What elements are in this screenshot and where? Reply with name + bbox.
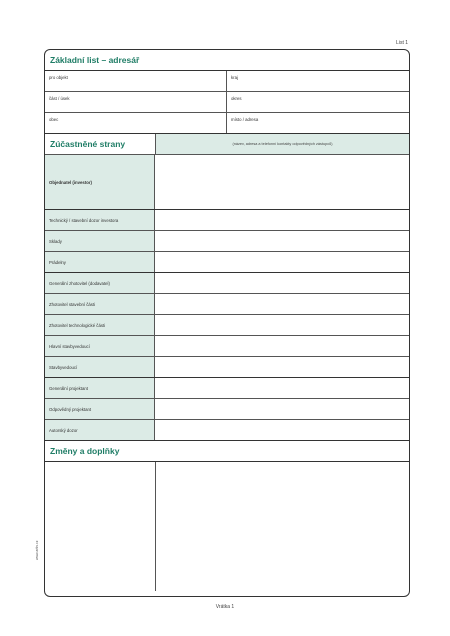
page-footer: Vrátka 1 xyxy=(215,604,235,610)
field-section[interactable]: část / úsek xyxy=(45,92,227,112)
party-value[interactable] xyxy=(155,420,409,440)
party-row xyxy=(45,357,409,378)
address-form xyxy=(44,49,410,597)
section2-hint: (název, adresa a telefonní kontakty odpovědných zástupců) xyxy=(156,134,409,154)
sheet-number: List 1 xyxy=(396,40,408,46)
address-row xyxy=(45,113,409,134)
party-row xyxy=(45,252,409,273)
party-label: Zhotovitel technologické části xyxy=(45,315,155,335)
party-label: Prádelny xyxy=(45,252,155,272)
party-label: Autorský dozor xyxy=(45,420,155,440)
party-label: Odpovědný projektant xyxy=(45,399,155,419)
field-object[interactable]: pro objekt xyxy=(45,71,227,91)
party-value[interactable] xyxy=(155,273,409,293)
party-value[interactable] xyxy=(155,210,409,230)
address-row xyxy=(45,71,409,92)
party-row xyxy=(45,420,409,441)
party-value[interactable] xyxy=(155,357,409,377)
party-label: Sklady xyxy=(45,231,155,251)
party-label: Stavbyvedoucí xyxy=(45,357,155,377)
section2-header xyxy=(45,134,409,155)
party-label: Generální zhotovitel (dodavatel) xyxy=(45,273,155,293)
field-district[interactable]: okres xyxy=(231,96,242,101)
party-value[interactable] xyxy=(155,336,409,356)
party-row xyxy=(45,336,409,357)
party-value[interactable] xyxy=(155,252,409,272)
party-row xyxy=(45,315,409,336)
field-address[interactable]: místo / adresa xyxy=(231,117,259,122)
section1-title: Základní list – adresář xyxy=(50,55,140,65)
party-row xyxy=(45,231,409,252)
field-municipality[interactable]: obec xyxy=(45,113,227,133)
party-value[interactable] xyxy=(155,231,409,251)
section3-header xyxy=(45,441,409,462)
party-label: Objednatel (investor) xyxy=(45,155,155,209)
publisher-code: www.artis.cz xyxy=(35,540,39,560)
party-row xyxy=(45,399,409,420)
party-row xyxy=(45,294,409,315)
party-label: Generální projektant xyxy=(45,378,155,398)
party-row xyxy=(45,210,409,231)
party-row xyxy=(45,273,409,294)
section2-title: Zúčastněné strany xyxy=(50,139,126,149)
party-label: Technický / stavební dozor investora xyxy=(45,210,155,230)
changes-date-column[interactable] xyxy=(45,462,156,591)
section1-header xyxy=(45,50,409,71)
party-label: Zhotovitel stavební části xyxy=(45,294,155,314)
address-row xyxy=(45,92,409,113)
party-row xyxy=(45,378,409,399)
party-value[interactable] xyxy=(155,378,409,398)
party-value[interactable] xyxy=(155,155,409,209)
section3-title: Změny a doplňky xyxy=(50,446,120,456)
party-row xyxy=(45,155,409,210)
party-value[interactable] xyxy=(155,294,409,314)
field-region[interactable]: kraj xyxy=(231,75,238,80)
party-value[interactable] xyxy=(155,315,409,335)
changes-area xyxy=(45,462,409,591)
party-value[interactable] xyxy=(155,399,409,419)
party-label: Hlavní stavbyvedoucí xyxy=(45,336,155,356)
changes-text-column[interactable] xyxy=(156,462,409,591)
